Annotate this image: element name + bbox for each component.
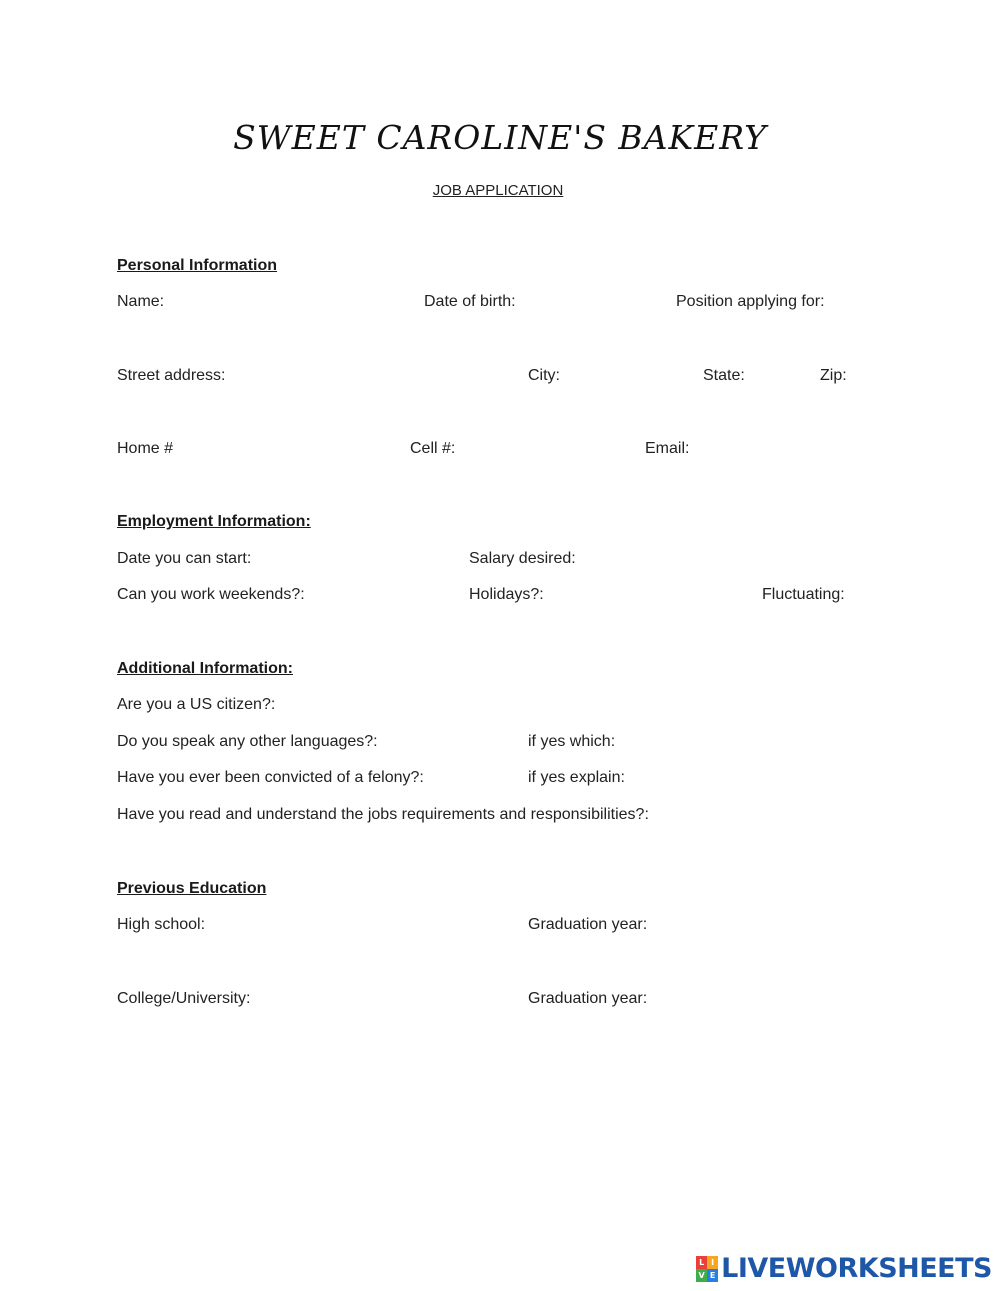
start-date-label: Date you can start: (117, 550, 252, 567)
dob-label: Date of birth: (424, 293, 516, 310)
cell-phone-label: Cell #: (410, 440, 456, 457)
page-title: SWEET CAROLINE'S BAKERY (233, 118, 767, 157)
street-label: Street address: (117, 367, 226, 384)
logo-letter-i: I (707, 1256, 718, 1269)
felony-label: Have you ever been convicted of a felony?: (117, 769, 424, 786)
section-heading-employment: Employment Information: (117, 513, 311, 530)
weekends-label: Can you work weekends?: (117, 586, 305, 603)
city-label: City: (528, 367, 560, 384)
state-label: State: (703, 367, 745, 384)
zip-label: Zip: (820, 367, 847, 384)
logo-letter-v: V (696, 1269, 707, 1282)
section-heading-education: Previous Education (117, 880, 267, 897)
page-subtitle: JOB APPLICATION (432, 182, 564, 199)
logo-letter-e: E (707, 1269, 718, 1282)
liveworksheets-wordmark: LIVEWORKSHEETS (721, 1253, 992, 1284)
email-label: Email: (645, 440, 690, 457)
section-heading-additional: Additional Information: (117, 660, 293, 677)
fluctuating-label: Fluctuating: (762, 586, 845, 603)
hs-graduation-year-label: Graduation year: (528, 916, 648, 933)
languages-which-label: if yes which: (528, 733, 616, 750)
languages-label: Do you speak any other languages?: (117, 733, 378, 750)
logo-letter-l: L (696, 1256, 707, 1269)
holidays-label: Holidays?: (469, 586, 544, 603)
salary-label: Salary desired: (469, 550, 576, 567)
name-label: Name: (117, 293, 165, 310)
position-label: Position applying for: (676, 293, 825, 310)
liveworksheets-icon (696, 1256, 718, 1282)
home-phone-label: Home # (117, 440, 174, 457)
college-label: College/University: (117, 990, 251, 1007)
requirements-label: Have you read and understand the jobs requirements and responsibilities?: (117, 806, 649, 823)
citizen-label: Are you a US citizen?: (117, 696, 276, 713)
high-school-label: High school: (117, 916, 206, 933)
felony-explain-label: if yes explain: (528, 769, 625, 786)
liveworksheets-logo[interactable] (696, 1253, 992, 1284)
section-heading-personal: Personal Information (117, 257, 278, 274)
college-graduation-year-label: Graduation year: (528, 990, 648, 1007)
